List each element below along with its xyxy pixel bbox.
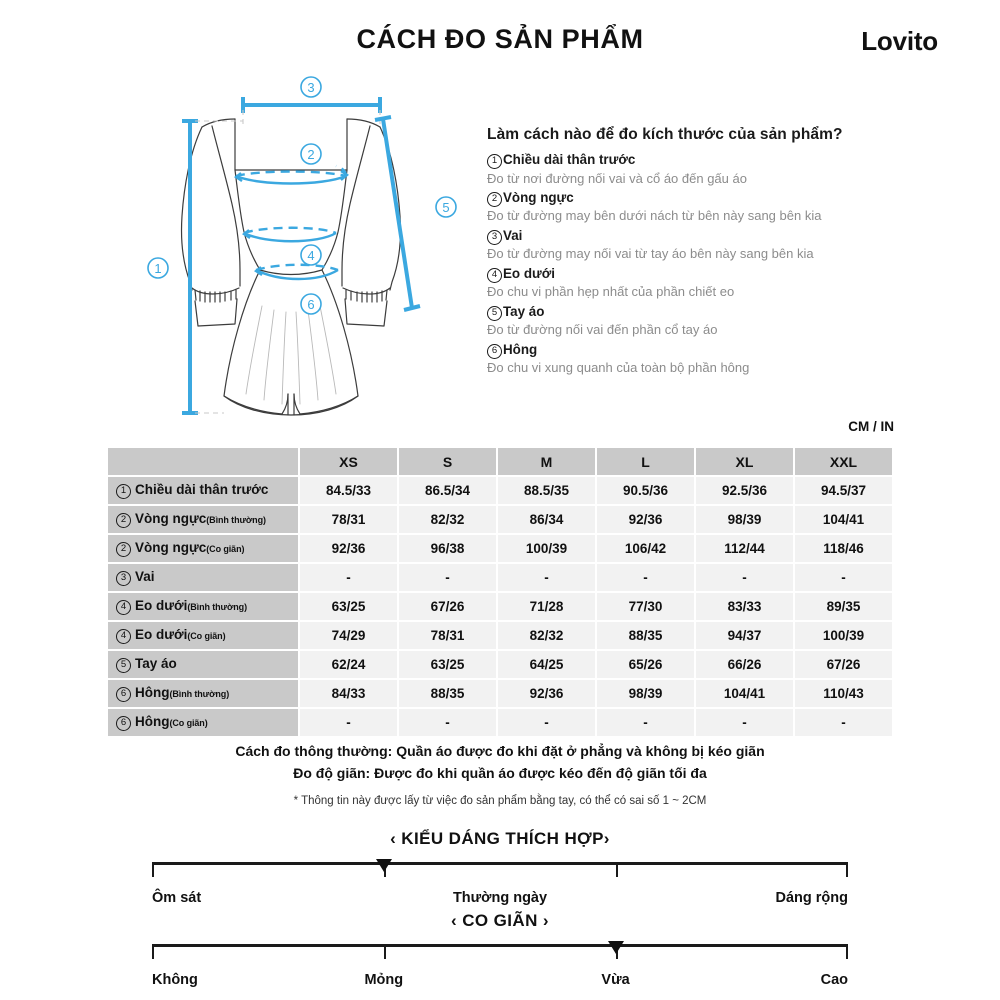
table-body — [108, 477, 892, 736]
instruction-number-badge: 3 — [487, 230, 502, 245]
measurement-value-cell: 94/37 — [696, 622, 793, 649]
measurement-number-badge: 3 — [116, 571, 131, 586]
measurement-value-cell: 82/32 — [498, 622, 595, 649]
instruction-description: Đo từ đường nối vai đến phần cổ tay áo — [487, 322, 718, 338]
fit-scale-title: ‹ KIỂU DÁNG THÍCH HỢP› — [390, 829, 610, 848]
size-header-cell: S — [399, 448, 496, 475]
measurement-label-text: Eo dưới — [135, 598, 188, 613]
fit-tick — [616, 862, 618, 877]
instruction-heading — [487, 303, 907, 322]
instruction-heading — [487, 341, 907, 360]
table-row — [108, 651, 892, 678]
table-row — [108, 709, 892, 736]
measurement-value-cell: 66/26 — [696, 651, 793, 678]
measurement-number-badge: 6 — [116, 716, 131, 731]
svg-text:5: 5 — [442, 200, 450, 215]
note-tolerance: * Thông tin này được lấy từ việc đo sản phẩm bằng tay, có thể có sai số 1 ~ 2CM — [293, 795, 707, 808]
stretch-label: Mỏng — [364, 972, 404, 988]
fit-marker-icon — [376, 859, 392, 872]
measurement-value-cell: 90.5/36 — [597, 477, 694, 504]
measurement-label-text: Hông — [135, 685, 170, 700]
measurement-value-cell: 89/35 — [795, 593, 892, 620]
measurement-value-cell: 84.5/33 — [300, 477, 397, 504]
measurement-label-sub: (Co giãn) — [169, 718, 208, 728]
measurement-value-cell: 94.5/37 — [795, 477, 892, 504]
measurement-instructions — [487, 126, 907, 379]
table-row — [108, 622, 892, 649]
measurement-value-cell: - — [300, 564, 397, 591]
measurement-value-cell: 98/39 — [696, 506, 793, 533]
measurement-value-cell: 64/25 — [498, 651, 595, 678]
garment-measurement-diagram — [140, 74, 480, 436]
callout-5-sleeve — [375, 117, 420, 310]
instruction-item — [487, 227, 907, 264]
stretch-tick — [384, 944, 386, 959]
measurement-label-cell — [108, 564, 298, 591]
measurement-value-cell: 67/26 — [399, 593, 496, 620]
instruction-number-badge: 6 — [487, 344, 502, 359]
measurement-value-cell: 100/39 — [498, 535, 595, 562]
instruction-heading — [487, 227, 907, 246]
measurement-value-cell: - — [597, 564, 694, 591]
measurement-value-cell: 92/36 — [498, 680, 595, 707]
measurement-value-cell: 88/35 — [597, 622, 694, 649]
svg-text:6: 6 — [307, 297, 315, 312]
fit-label: Thường ngày — [452, 890, 548, 906]
measurement-value-cell: 78/31 — [399, 622, 496, 649]
measurement-value-cell: 78/31 — [300, 506, 397, 533]
size-header-cell: XXL — [795, 448, 892, 475]
measurement-value-cell: 88/35 — [399, 680, 496, 707]
measurement-value-cell: 74/29 — [300, 622, 397, 649]
stretch-tick — [846, 944, 848, 959]
stretch-scale-rail — [152, 944, 848, 966]
measurement-number-badge: 2 — [116, 513, 131, 528]
measurement-value-cell: 110/43 — [795, 680, 892, 707]
measurement-value-cell: - — [300, 709, 397, 736]
stretch-label: Vừa — [601, 972, 630, 988]
measurement-label-text: Vòng ngực — [135, 511, 207, 526]
measurement-value-cell: 92.5/36 — [696, 477, 793, 504]
measurement-label-cell — [108, 651, 298, 678]
size-header-cell: XL — [696, 448, 793, 475]
measurement-value-cell: - — [696, 709, 793, 736]
measurement-label-cell — [108, 535, 298, 562]
measurement-value-cell: 92/36 — [597, 506, 694, 533]
instruction-heading — [487, 189, 907, 208]
instruction-heading — [487, 265, 907, 284]
measurement-value-cell: 106/42 — [597, 535, 694, 562]
measurement-value-cell: 67/26 — [795, 651, 892, 678]
measurement-label-cell — [108, 709, 298, 736]
instruction-number-badge: 1 — [487, 154, 502, 169]
measurement-value-cell: 118/46 — [795, 535, 892, 562]
table-row — [108, 593, 892, 620]
measurement-value-cell: 104/41 — [696, 680, 793, 707]
measurement-number-badge: 2 — [116, 542, 131, 557]
fit-label: Ôm sát — [152, 890, 202, 906]
callout-2-bust — [236, 166, 347, 184]
fit-scale-labels — [152, 890, 848, 910]
measurement-value-cell: - — [498, 709, 595, 736]
measurement-value-cell: 63/25 — [300, 593, 397, 620]
instruction-description: Đo từ đường may bên dưới nách từ bên này sang bên kia — [487, 208, 822, 224]
instruction-item — [487, 189, 907, 226]
instruction-description: Đo từ nơi đường nối vai và cổ áo đến gấu áo — [487, 170, 747, 186]
table-row — [108, 506, 892, 533]
instruction-name: Chiều dài thân trước — [503, 152, 636, 167]
measurement-label-sub: (Bình thường) — [169, 689, 230, 699]
instruction-item — [487, 151, 907, 188]
instruction-description: Đo từ đường may nối vai từ tay áo bên này sang bên kia — [487, 246, 814, 262]
measurement-value-cell: 96/38 — [399, 535, 496, 562]
measurement-value-cell: 83/33 — [696, 593, 793, 620]
measurement-value-cell: 65/26 — [597, 651, 694, 678]
table-row — [108, 680, 892, 707]
size-chart-table — [106, 446, 894, 738]
measurement-label-cell — [108, 622, 298, 649]
svg-text:1: 1 — [154, 261, 162, 276]
measurement-label-cell — [108, 477, 298, 504]
measurement-number-badge: 4 — [116, 629, 131, 644]
measurement-value-cell: - — [696, 564, 793, 591]
measurement-value-cell: 63/25 — [399, 651, 496, 678]
measurement-notes — [0, 741, 1000, 807]
stretch-tick — [152, 944, 154, 959]
stretch-scale — [0, 911, 1000, 992]
brand-logo: Lovito — [861, 26, 938, 56]
instruction-heading — [487, 151, 907, 170]
measurement-label-sub: (Bình thường) — [206, 515, 266, 525]
size-header-cell: L — [597, 448, 694, 475]
table-header — [108, 448, 892, 475]
measurement-value-cell: 62/24 — [300, 651, 397, 678]
unit-label: CM / IN — [848, 419, 894, 434]
measurement-value-cell: 112/44 — [696, 535, 793, 562]
measurement-value-cell: 88.5/35 — [498, 477, 595, 504]
measurement-label-text: Tay áo — [135, 656, 177, 671]
table-row — [108, 564, 892, 591]
measurement-label-sub: (Co giãn) — [187, 631, 226, 641]
measurement-number-badge: 1 — [116, 484, 131, 499]
fit-tick — [152, 862, 154, 877]
size-header-cell: M — [498, 448, 595, 475]
measurement-value-cell: 86/34 — [498, 506, 595, 533]
measurement-value-cell: 84/33 — [300, 680, 397, 707]
fit-scale-line — [152, 862, 848, 865]
instruction-description: Đo chu vi phần hẹp nhất của phần chiết eo — [487, 284, 735, 300]
measurement-value-cell: - — [399, 564, 496, 591]
svg-text:3: 3 — [307, 80, 315, 95]
measurement-value-cell: 92/36 — [300, 535, 397, 562]
measurement-label-cell — [108, 593, 298, 620]
instructions-list — [487, 151, 907, 378]
instruction-name: Hông — [503, 341, 538, 357]
instruction-number-badge: 2 — [487, 192, 502, 207]
svg-text:2: 2 — [307, 147, 315, 162]
measurement-label-text: Vai — [135, 569, 155, 584]
stretch-scale-line — [152, 944, 848, 947]
measurement-label-text: Vòng ngực — [135, 540, 207, 555]
fit-scale — [0, 829, 1000, 910]
size-header-cell: XS — [300, 448, 397, 475]
instruction-number-badge: 4 — [487, 268, 502, 283]
measurement-value-cell: 86.5/34 — [399, 477, 496, 504]
callout-1-length — [182, 121, 198, 413]
measurement-number-badge: 4 — [116, 600, 131, 615]
measurement-value-cell: - — [399, 709, 496, 736]
measurement-value-cell: - — [795, 709, 892, 736]
stretch-label: Cao — [820, 972, 848, 988]
table-corner-cell — [108, 448, 298, 475]
measurement-label-text: Hông — [135, 714, 170, 729]
table-row — [108, 477, 892, 504]
instruction-item — [487, 303, 907, 340]
page-header — [0, 24, 1000, 70]
stretch-label: Không — [152, 972, 198, 988]
measurement-value-cell: 71/28 — [498, 593, 595, 620]
measurement-value-cell: - — [498, 564, 595, 591]
callout-waist-band — [244, 228, 336, 242]
note-stretch-measure: Đo độ giãn: Được đo khi quần áo được kéo đến độ giãn tối đa — [293, 764, 707, 781]
measurement-label-sub: (Bình thường) — [187, 602, 247, 612]
fit-label: Dáng rộng — [775, 890, 848, 906]
stretch-scale-title: ‹ CO GIÃN › — [451, 911, 549, 930]
measurement-value-cell: 98/39 — [597, 680, 694, 707]
measurement-value-cell: 82/32 — [399, 506, 496, 533]
measurement-label-cell — [108, 506, 298, 533]
instruction-name: Tay áo — [503, 303, 545, 319]
measurement-label-sub: (Co giãn) — [206, 544, 245, 554]
fit-scale-rail — [152, 862, 848, 884]
measurement-value-cell: - — [795, 564, 892, 591]
instruction-description: Đo chu vi xung quanh của toàn bộ phần hông — [487, 360, 750, 376]
measurement-value-cell: 100/39 — [795, 622, 892, 649]
svg-text:4: 4 — [307, 248, 315, 263]
instructions-title: Làm cách nào để đo kích thước của sản phẩm? — [487, 126, 843, 143]
instruction-item — [487, 341, 907, 378]
table-row — [108, 535, 892, 562]
instruction-number-badge: 5 — [487, 306, 502, 321]
page-title: CÁCH ĐO SẢN PHẨM — [356, 24, 644, 54]
note-standard-measure: Cách đo thông thường: Quần áo được đo khi đặt ở phẳng và không bị kéo giãn — [235, 743, 765, 759]
measurement-number-badge: 6 — [116, 687, 131, 702]
instruction-name: Vai — [503, 227, 523, 243]
measurement-number-badge: 5 — [116, 658, 131, 673]
instruction-name: Vòng ngực — [503, 189, 574, 205]
measurement-label-text: Chiều dài thân trước — [135, 482, 269, 497]
stretch-marker-icon — [608, 941, 624, 954]
measurement-value-cell: 104/41 — [795, 506, 892, 533]
stretch-scale-labels — [152, 972, 848, 992]
measurement-label-text: Eo dưới — [135, 627, 188, 642]
measurement-value-cell: 77/30 — [597, 593, 694, 620]
fit-tick — [846, 862, 848, 877]
instruction-name: Eo dưới — [503, 265, 555, 281]
measurement-value-cell: - — [597, 709, 694, 736]
callout-3-shoulder — [243, 97, 380, 113]
instruction-item — [487, 265, 907, 302]
table-header-row — [108, 448, 892, 475]
measurement-label-cell — [108, 680, 298, 707]
